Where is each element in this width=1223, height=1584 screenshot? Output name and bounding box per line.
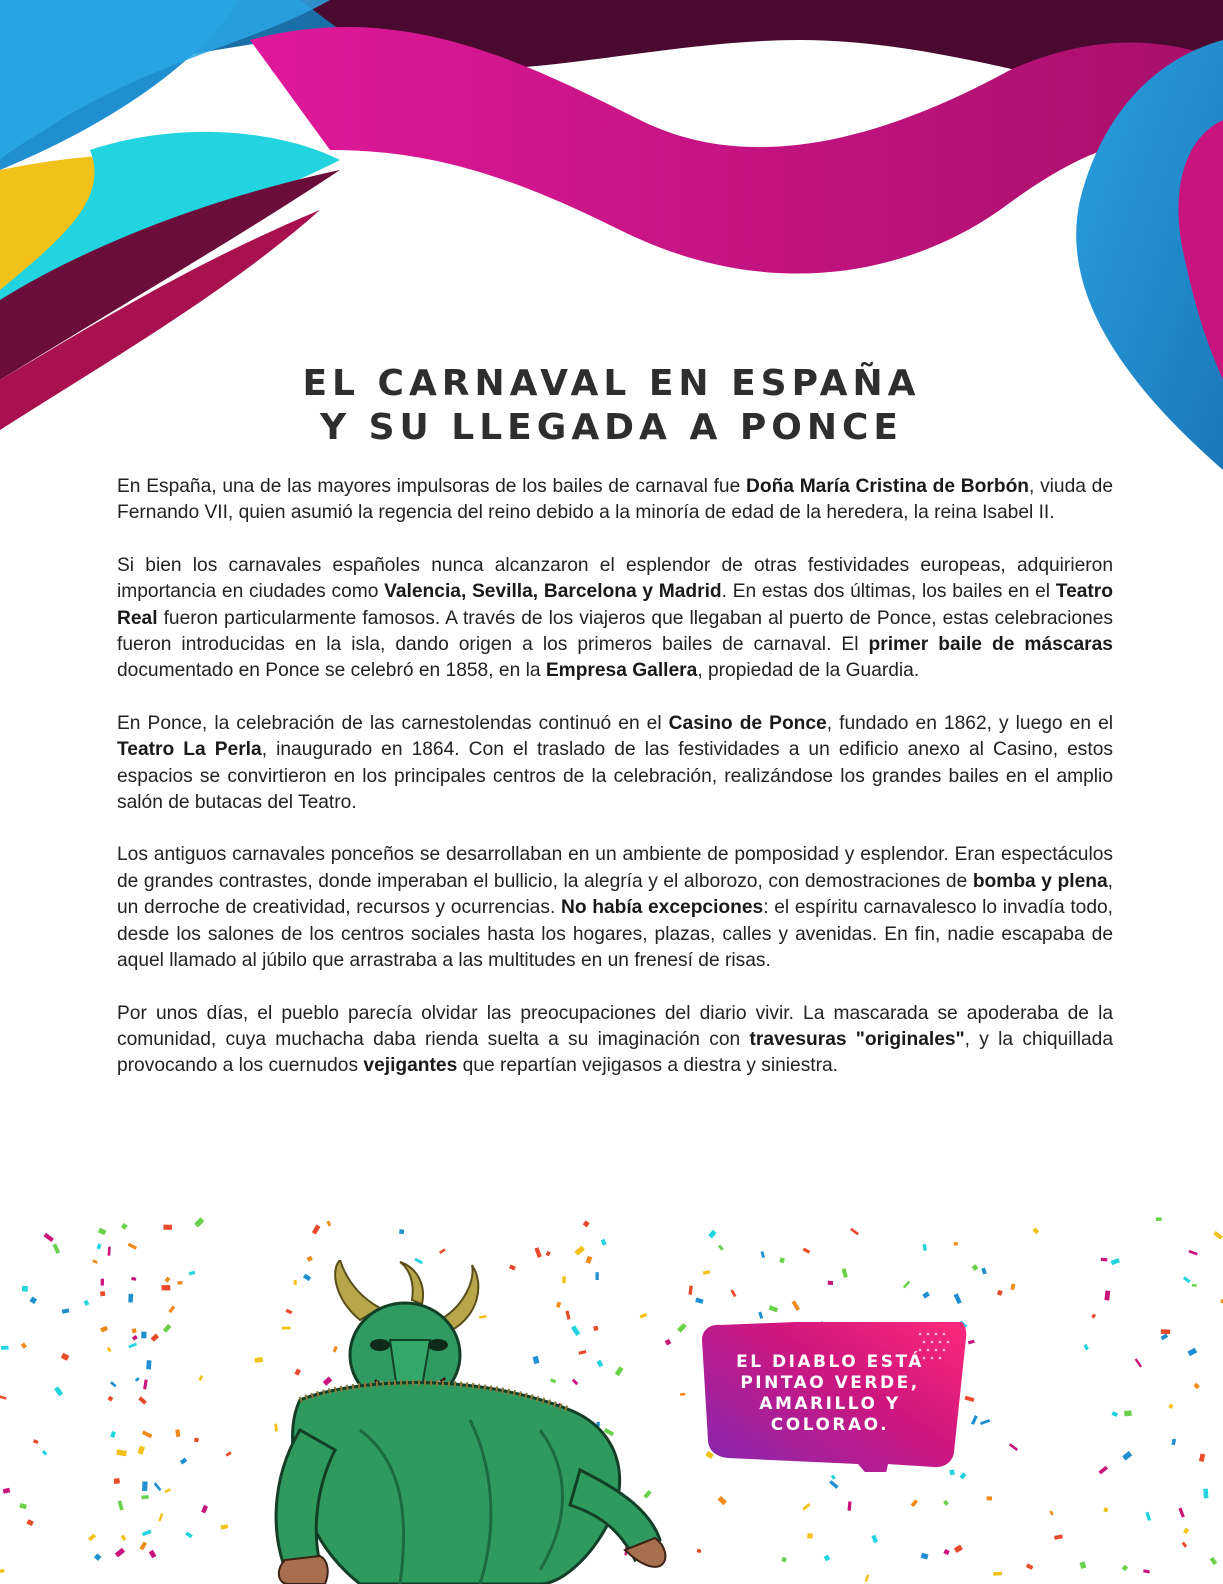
- confetti-piece: [121, 1223, 128, 1230]
- confetti-piece: [921, 1553, 929, 1560]
- confetti-piece: [439, 1248, 446, 1254]
- confetti-piece: [19, 1503, 27, 1509]
- confetti-piece: [574, 1246, 585, 1256]
- confetti-piece: [180, 1458, 187, 1465]
- confetti-piece: [3, 1488, 11, 1494]
- text-run: documentado en Ponce se celebró en 1858, en la: [117, 660, 546, 682]
- confetti-piece: [831, 1475, 836, 1480]
- confetti-piece: [972, 1264, 979, 1271]
- bold-phrase: Teatro La Perla: [117, 739, 262, 761]
- confetti-piece: [546, 1251, 551, 1256]
- banner-line-4: COLORAO.: [770, 1415, 890, 1435]
- confetti-piece: [1009, 1443, 1018, 1451]
- confetti-piece: [1143, 1569, 1150, 1573]
- confetti-piece: [695, 1298, 703, 1304]
- confetti-piece: [163, 1324, 172, 1333]
- confetti-piece: [1213, 1231, 1223, 1240]
- confetti-piece: [62, 1308, 70, 1313]
- confetti-piece: [850, 1228, 859, 1236]
- confetti-piece: [225, 1451, 231, 1456]
- confetti-piece: [1054, 1534, 1063, 1539]
- confetti-piece: [158, 1513, 163, 1521]
- confetti-piece: [143, 1379, 148, 1389]
- confetti-piece: [1192, 1284, 1197, 1287]
- confetti-piece: [954, 1545, 963, 1553]
- confetti-piece: [1084, 1344, 1089, 1350]
- confetti-piece: [954, 1293, 962, 1304]
- bold-phrase: primer baile de máscaras: [868, 634, 1113, 656]
- confetti-piece: [128, 1243, 137, 1250]
- bold-phrase: No había excepciones: [560, 897, 764, 919]
- confetti-piece: [121, 1535, 127, 1541]
- text-run: , y la chiquillada provocando a los cuernudos: [117, 1028, 1114, 1077]
- confetti-piece: [688, 1286, 692, 1295]
- confetti-piece: [21, 1342, 27, 1348]
- confetti-piece: [761, 1251, 765, 1258]
- confetti-piece: [33, 1439, 39, 1444]
- confetti-piece: [110, 1381, 117, 1387]
- confetti-piece: [131, 1277, 136, 1281]
- confetti-piece: [118, 1500, 124, 1510]
- confetti-piece: [1203, 1489, 1208, 1499]
- confetti-piece: [201, 1505, 208, 1513]
- confetti-piece: [146, 1360, 151, 1369]
- confetti-piece: [0, 1569, 5, 1573]
- confetti-piece: [1122, 1565, 1128, 1571]
- confetti-piece: [1080, 1561, 1087, 1569]
- confetti-piece: [583, 1220, 590, 1227]
- confetti-piece: [697, 1549, 702, 1553]
- confetti-piece: [194, 1217, 204, 1227]
- banner-line-3: AMARILLO Y: [759, 1394, 901, 1414]
- confetti-piece: [1111, 1258, 1120, 1265]
- confetti-piece: [1091, 1313, 1096, 1318]
- confetti-piece: [98, 1228, 107, 1236]
- confetti-piece: [88, 1534, 96, 1542]
- text-run: . En estas dos últimas, los bailes en el: [721, 581, 1056, 603]
- bold-phrase: Valencia, Sevilla, Barcelona y Madrid: [384, 581, 722, 603]
- confetti-piece: [718, 1245, 724, 1251]
- confetti-piece: [132, 1328, 137, 1333]
- confetti-piece: [0, 1395, 7, 1399]
- confetti-piece: [177, 1281, 183, 1285]
- article-body: [117, 474, 1113, 1106]
- confetti-piece: [1026, 1563, 1034, 1569]
- confetti-piece: [163, 1225, 172, 1230]
- confetti-piece: [164, 1488, 171, 1493]
- banner-line-1: EL DIABLO ESTÁ: [736, 1352, 924, 1372]
- confetti-piece: [114, 1478, 120, 1484]
- confetti-piece: [97, 1244, 102, 1250]
- confetti-piece: [100, 1291, 105, 1296]
- confetti-piece: [1188, 1250, 1197, 1256]
- confetti-piece: [865, 1574, 870, 1582]
- confetti-piece: [718, 1496, 727, 1505]
- confetti-piece: [1049, 1510, 1054, 1515]
- confetti-piece: [802, 1503, 811, 1511]
- paragraph-4: [117, 842, 1113, 974]
- confetti-piece: [1160, 1334, 1168, 1341]
- confetti-piece: [1124, 1410, 1132, 1416]
- confetti-piece: [220, 1524, 228, 1529]
- confetti-piece: [987, 1496, 993, 1500]
- confetti-piece: [1032, 1227, 1039, 1234]
- confetti-piece: [1178, 1508, 1184, 1518]
- confetti-piece: [165, 1277, 171, 1283]
- confetti-piece: [1156, 1217, 1162, 1221]
- text-run: Por unos días, el pueblo parecía olvidar las preocupaciones del diario vivir. La mascarada se apoderaba de la comunidad, cuya muchacha daba rienda suelta a su imaginación con: [117, 1002, 1113, 1050]
- text-run: , inaugurado en 1864. Con el traslado de las festividades a un edificio anexo al Casino, estos espacios se convirtieron en los principales centros de la celebración, realizándose los grandes bailes en el amplio salón de butacas del Teatro.: [117, 739, 1113, 814]
- confetti-piece: [142, 1530, 152, 1537]
- confetti-piece: [1187, 1348, 1197, 1357]
- confetti-piece: [399, 1229, 404, 1234]
- text-run: En España, una de las mayores impulsoras de los bailes de carnaval fue: [117, 476, 746, 497]
- confetti-piece: [1199, 1453, 1205, 1462]
- confetti-piece: [1, 1346, 9, 1350]
- text-run: que repartían vejigasos a diestra y siniestra.: [457, 1055, 839, 1077]
- confetti-piece: [84, 1300, 90, 1306]
- confetti-piece: [142, 1481, 148, 1491]
- bold-phrase: Casino de Ponce: [668, 712, 827, 734]
- confetti-piece: [943, 1549, 949, 1555]
- confetti-piece: [708, 1230, 716, 1239]
- confetti-piece: [151, 1334, 159, 1342]
- bold-phrase: Empresa Gallera: [545, 660, 698, 682]
- confetti-piece: [115, 1548, 125, 1558]
- banner-line-2: PINTAO VERDE,: [740, 1373, 920, 1393]
- text-run: , propiedad de la Guardia.: [697, 660, 920, 682]
- confetti-piece: [141, 1332, 146, 1339]
- bold-phrase: bomba y plena: [972, 870, 1108, 892]
- confetti-piece: [162, 1285, 171, 1290]
- confetti-piece: [943, 1500, 949, 1506]
- confetti-piece: [829, 1480, 839, 1489]
- bold-phrase: travesuras "originales": [749, 1028, 965, 1050]
- confetti-piece: [128, 1294, 133, 1303]
- confetti-piece: [132, 1335, 138, 1341]
- confetti-piece: [135, 1377, 140, 1382]
- confetti-piece: [22, 1286, 28, 1292]
- confetti-piece: [42, 1450, 48, 1456]
- confetti-piece: [980, 1419, 990, 1425]
- confetti-piece: [108, 1247, 111, 1256]
- confetti-piece: [1111, 1411, 1118, 1417]
- title-line-2: Y SU LLEGADA A PONCE: [320, 407, 903, 448]
- confetti-piece: [142, 1430, 152, 1438]
- confetti-piece: [954, 1242, 958, 1245]
- confetti-piece: [107, 1347, 112, 1352]
- confetti-piece: [116, 1449, 127, 1456]
- confetti-piece: [1135, 1358, 1143, 1367]
- confetti-piece: [326, 1221, 331, 1227]
- confetti-piece: [94, 1553, 101, 1560]
- confetti-piece: [781, 1557, 787, 1563]
- confetti-piece: [981, 1268, 987, 1275]
- confetti-piece: [807, 1533, 813, 1539]
- text-run: Si bien los carnavales españoles nunca alcanzaron el esplendor de otras festividades europeas, adquirieron importancia en ciudades como: [117, 554, 1113, 603]
- bold-phrase: vejigantes: [363, 1055, 458, 1077]
- confetti-piece: [149, 1550, 157, 1558]
- paragraph-2: [117, 553, 1113, 685]
- confetti-piece: [61, 1353, 70, 1361]
- banner-quote: [700, 1352, 960, 1436]
- text-run: , un derroche de creatividad, recursos y ocurrencias.: [117, 870, 1113, 919]
- confetti-piece: [1183, 1276, 1191, 1283]
- confetti-piece: [53, 1244, 61, 1254]
- confetti-piece: [100, 1326, 108, 1333]
- confetti-piece: [26, 1519, 33, 1526]
- confetti-piece: [703, 1270, 711, 1275]
- text-run: , viuda de Fernando VII, quien asumió la regencia del reino debido a la minoría de edad de la heredera, la reina Isabel II.: [117, 476, 1113, 524]
- confetti-piece: [1183, 1528, 1189, 1534]
- vejigante-illustration: [240, 1260, 680, 1584]
- confetti-piece: [1103, 1507, 1108, 1512]
- confetti-piece: [824, 1555, 831, 1562]
- confetti-piece: [1168, 1403, 1173, 1408]
- text-run: : el espíritu carnavalesco lo invadía todo, desde los salones de los centros sociales hasta los hogares, plazas, calles y avenidas. En fin, nadie escapaba de aquel llamado al júbilo que arrastraba a las multitudes en un frenesí de risas.: [117, 897, 1114, 972]
- confetti-piece: [141, 1495, 149, 1499]
- confetti-piece: [30, 1297, 38, 1305]
- confetti-piece: [139, 1541, 147, 1550]
- confetti-piece: [534, 1247, 541, 1258]
- bold-phrase: Doña María Cristina de Borbón: [746, 476, 1030, 497]
- paragraph-3: [117, 711, 1113, 817]
- confetti-piece: [1010, 1283, 1015, 1290]
- text-run: En Ponce, la celebración de las carnestolendas continuó en el: [117, 712, 669, 734]
- confetti-piece: [168, 1305, 175, 1313]
- confetti-piece: [993, 1572, 1002, 1576]
- confetti-piece: [1171, 1439, 1176, 1446]
- confetti-piece: [601, 1239, 607, 1246]
- confetti-piece: [871, 1535, 877, 1543]
- paragraph-1: [117, 474, 1113, 527]
- confetti-piece: [1193, 1383, 1200, 1390]
- confetti-piece: [175, 1429, 180, 1437]
- confetti-piece: [769, 1305, 779, 1312]
- confetti-piece: [54, 1386, 63, 1396]
- confetti-piece: [1161, 1329, 1170, 1334]
- confetti-piece: [779, 1257, 785, 1263]
- confetti-piece: [107, 1396, 113, 1402]
- confetti-piece: [911, 1499, 918, 1507]
- confetti-piece: [101, 1279, 104, 1286]
- confetti-piece: [903, 1281, 910, 1289]
- confetti-piece: [1104, 1290, 1110, 1300]
- confetti-piece: [758, 1312, 763, 1319]
- confetti-piece: [128, 1343, 137, 1349]
- confetti-piece: [792, 1300, 800, 1310]
- confetti-piece: [185, 1532, 193, 1539]
- confetti-piece: [194, 1438, 199, 1443]
- text-run: fueron particularmente famosos. A través de los viajeros que llegaban al puerto de Ponce, estas celebraciones fueron introducidas en la isla, dando origen a los primeros bailes de carnaval. El: [117, 607, 1113, 656]
- title-line-1: EL CARNAVAL EN ESPAÑA: [302, 363, 921, 404]
- confetti-piece: [110, 1431, 116, 1438]
- confetti-piece: [997, 1290, 1003, 1296]
- confetti-piece: [44, 1233, 54, 1242]
- confetti-piece: [1101, 1258, 1108, 1262]
- text-run: Los antiguos carnavales ponceños se desarrollaban en un ambiente de pomposidad y esplendor. Eran espectáculos de grandes contrastes, donde imperaban el bullicio, la alegría y el alborozo, con demostraciones de: [117, 844, 1113, 892]
- confetti-piece: [730, 1289, 736, 1297]
- confetti-piece: [138, 1396, 147, 1404]
- confetti-piece: [848, 1501, 852, 1510]
- confetti-piece: [1122, 1451, 1132, 1461]
- confetti-piece: [923, 1244, 927, 1251]
- confetti-piece: [842, 1268, 848, 1278]
- confetti-piece: [680, 1393, 685, 1396]
- text-run: , fundado en 1862, y luego en el: [826, 712, 1113, 734]
- confetti-piece: [960, 1472, 967, 1479]
- confetti-piece: [312, 1225, 321, 1235]
- bold-phrase: Teatro Real: [117, 581, 1113, 629]
- page-title: [0, 362, 1223, 450]
- confetti-piece: [971, 1415, 978, 1425]
- confetti-piece: [92, 1259, 98, 1263]
- confetti-piece: [803, 1248, 811, 1254]
- confetti-piece: [828, 1281, 833, 1285]
- confetti-piece: [1182, 1542, 1188, 1548]
- confetti-piece: [922, 1291, 930, 1298]
- confetti-piece: [198, 1375, 203, 1381]
- confetti-piece: [154, 1482, 162, 1491]
- confetti-piece: [1145, 1512, 1151, 1521]
- confetti-piece: [189, 1271, 196, 1276]
- paragraph-5: [117, 1001, 1113, 1080]
- confetti-piece: [137, 1446, 145, 1455]
- confetti-piece: [1210, 1557, 1218, 1565]
- confetti-piece: [1098, 1466, 1108, 1475]
